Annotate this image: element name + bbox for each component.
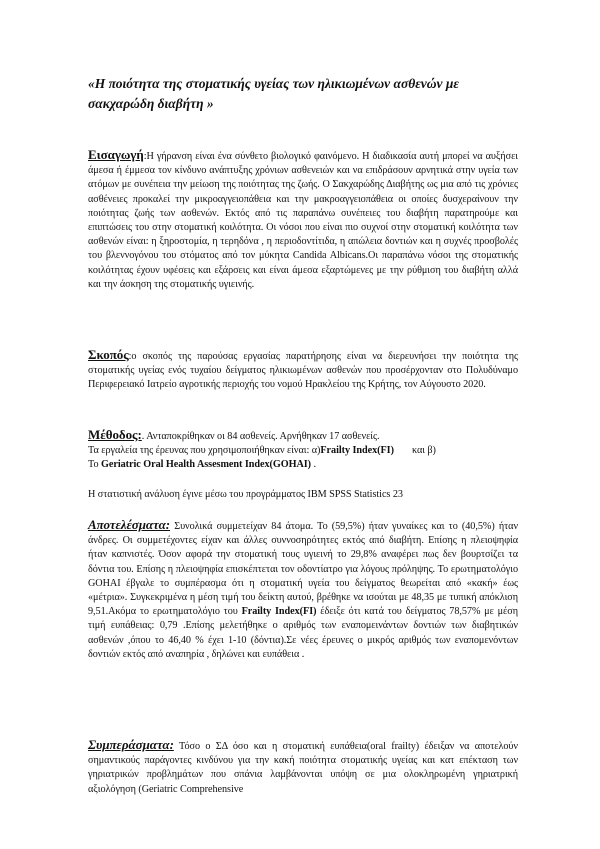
method-heading: Μέθοδος: xyxy=(88,427,142,442)
aim-section xyxy=(88,348,518,393)
gohai-tool: Geriatric Oral Health Assesment Index(GOHAI) xyxy=(101,459,312,471)
method-line2-pre: Τα εργαλεία της έρευνας που χρησιμοποιήθηκαν είναι: α) xyxy=(88,445,321,457)
conclusions-section xyxy=(88,738,518,797)
method-section xyxy=(88,428,518,473)
results-text-pre: Συνολικά συμμετείχαν 84 άτομα. Το (59,5%) ήταν γυναίκες και το (40,5%) ήταν άνδρες. Οι συμμετέχοντες είχαν και άλλες συννοσηρότητες εκτός από διαβήτη. Επίσης η πλειοψηφία ήταν καπνιστές. Όσον αφορά την στοματική τους υγιεινή το 29,8% αναφέρει πως δεν βουρτσίζει τα δόντια του. Επίσης η πλειοψηφία επισκέπτεται τον οδοντίατρο για λόγους πρόληψης. Το ερωτηματολόγιο GOHAI έβγαλε το συμπέρασμα ότι η στοματική υγεία του δείγματος θεωρείται από «κακή» έως «μέτρια». Συγκεκριμένα η μέση τιμή του δείκτη αυτού, βρέθηκε να ισούται με 48,35 με τυπική απόκλιση 9,51.Ακόμα το ερωτηματολόγιο του xyxy=(88,521,519,618)
method-line1: . Ανταποκρίθηκαν οι 84 ασθενείς. Αρνήθηκαν 17 ασθενείς. xyxy=(141,431,380,442)
conclusions-heading: Συμπεράσματα: xyxy=(88,737,174,752)
intro-text: :Η γήρανση είναι ένα σύνθετο βιολογικό φαινόμενο. Η διαδικασία αυτή μπορεί να αυξήσει άμεσα ή έμμεσα τον κίνδυνο ανάπτυξης χρόνιων ασθενειών και να επιδράσουν αρνητικά στην υγεία των ατόμων με συνέπεια την μείωση της ποιότητας της ζωής. Ο Σακχαρώδης Διαβήτης ως μια από τις χρόνιες ασθένειες προκαλεί την μικροαγγειοπάθεια και την μακροαγγειοπάθεια οι οποίες δυσχεραίνουν την ποιότητας ζωής των ασθενών. Εκτός από τις παραπάνω συνέπειες του διαβήτη παρατηρούμε και επιπτώσεις του στην στοματική κοιλότητα. Οι νόσοι που είναι πιο συχνοί στην στοματική κοιλότητα των ασθενών είναι: η ξηροστομία, η τερηδόνα , η περιοδοντίτιδα, η απώλεια δοντιών και η συχνές προσβολές του βλεννογόνου του στόματος από τον μύκητα Candida Albicans.Οι παραπάνω νόσοι της στοματικής κοιλότητας έχουν υφέσεις και εξάρσεις και είναι άμεσα εξαρτώμενες με την ρύθμιση του διαβήτη αλλά και την άσκηση της στοματικής υγιεινής. xyxy=(88,151,518,290)
results-heading: Αποτελέσματα: xyxy=(88,517,170,532)
frailty-index-tool: Frailty Index(FI) xyxy=(320,445,394,457)
intro-section xyxy=(88,148,518,292)
stats-line: Η στατιστική ανάλυση έγινε μέσω του προγράμματος IBM SPSS Statistics 23 xyxy=(88,489,403,500)
results-section xyxy=(88,518,518,662)
document-title: «Η ποιότητα της στοματικής υγείας των ηλικιωμένων ασθενών με σακχαρώδη διαβήτη » xyxy=(88,76,459,111)
method-line2-mid: και β) xyxy=(411,445,436,457)
aim-heading: Σκοπός xyxy=(88,347,129,362)
conclusions-text: Τόσο ο ΣΔ όσο και η στοματική ευπάθεια(oral frailty) έδειξαν να αποτελούν σημαντικούς παράγοντες κινδύνου για την κακή ποιότητα στοματικής υγείας και κατ επέκταση των γηριατρικών προβλημάτων που σπάνια λαμβάνονται υπόψη σε μια ολοκληρωμένη γηριατρική αξιολόγηση (Geriatric Comprehensive xyxy=(88,741,518,795)
method-line3-pre: Το xyxy=(88,459,99,471)
aim-text: :ο σκοπός της παρούσας εργασίας παρατήρησης είναι να διερευνήσει την ποιότητα της στοματικής υγείας ενός τυχαίου δείγματος ηλικιωμένων ασθενών που προσέρχονταν στο Πολυδύναμο Περιφερειακό Ιατρείο αγροτικής περιοχής του νομού Ηρακλείου της Κρήτης, τον Αύγουστο 2020. xyxy=(88,351,518,391)
intro-heading: Εισαγωγή xyxy=(88,147,144,162)
results-frailty-index: Frailty Index(FI) xyxy=(241,606,317,618)
results-text-post: έδειξε ότι κατά του δείγματος 78,57% με μέση τιμή ευπάθειας: 0,79 .Επίσης μελετήθηκε ο αριθμός των εναπομεινάντων δοντιών των διαβητικών ασθενών ,όπου το 46,40 % έχει 1-10 (δόντια).Σε νέες έρευνες ο μικρός αριθμός των εναπομενόντων δοντιών εκτός από αναπηρία , δηλώνει και ευπάθεια . xyxy=(88,606,518,660)
method-line3-post: . xyxy=(313,459,317,471)
